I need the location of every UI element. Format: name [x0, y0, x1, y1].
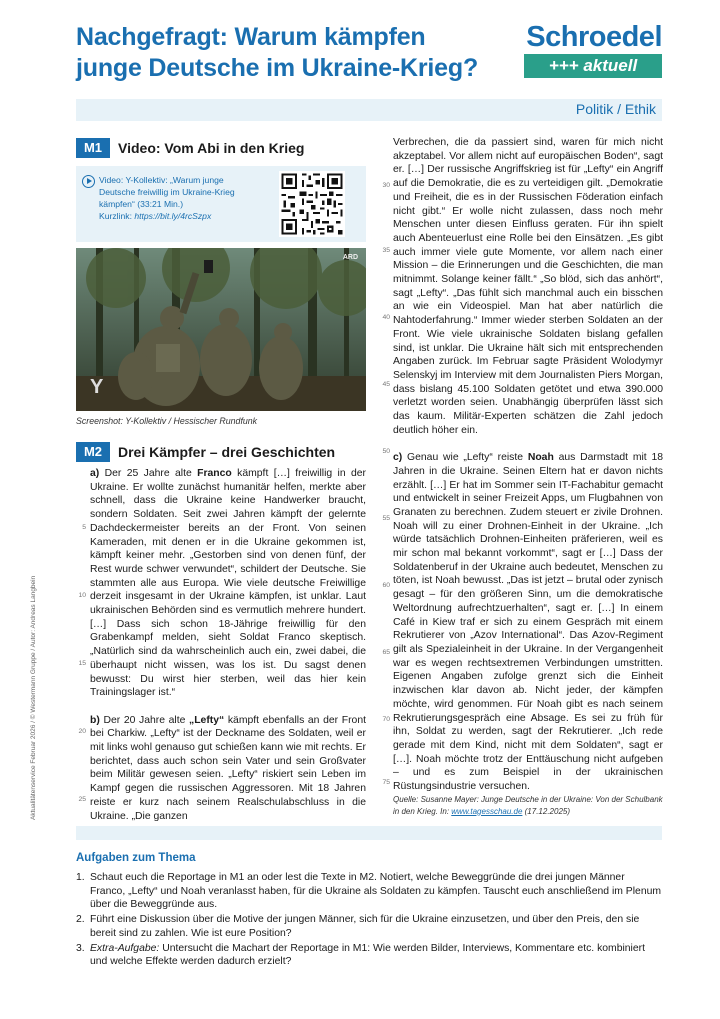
story-a-label: a) [90, 468, 100, 479]
line-number: 40 [382, 314, 390, 321]
task-body: Führt eine Diskussion über die Motive der jungen Männer, sich für die Ukraine einzusetzen, und über den Preis, den sie bereit sind zu zahlen. Wie ist eure Position? [90, 914, 640, 939]
line-number: 50 [382, 448, 390, 455]
right-column-text [393, 136, 663, 818]
title-line-1: Nachgefragt: Warum kämpfen [76, 23, 426, 51]
task-body: Schaut euch die Reportage in M1 an oder lest die Texte in M2. Notiert, welche Beweggründe die drei jungen Männer Franco, „Lefty“ und Noah veranlasst haben, für die Ukraine als Soldaten zu kämpfen. Tauscht euch anschließend im Plenum über die Beweggründe aus. [90, 872, 662, 911]
subject-bar [76, 99, 662, 121]
task-extra-label: Extra-Aufgabe: [90, 942, 160, 954]
line-number: 75 [382, 779, 390, 786]
task-item [76, 942, 662, 969]
shortlink[interactable]: https://bit.ly/4rcSzpx [134, 211, 212, 221]
line-number: 70 [382, 716, 390, 723]
video-line-2: Deutsche freiwillig im Ukraine-Krieg [99, 187, 235, 197]
line-number: 45 [382, 381, 390, 388]
name-franco: Franco [197, 468, 232, 479]
m2-title: Drei Kämpfer – drei Geschichten [118, 444, 336, 460]
story-franco [90, 467, 366, 700]
line-number: 10 [78, 592, 86, 599]
video-line-3: kämpfen“ (33:21 Min.) [99, 199, 184, 209]
brand-name: Schroedel [526, 21, 662, 53]
section-divider [76, 826, 662, 840]
story-b-label: b) [90, 714, 100, 726]
line-number: 5 [82, 524, 86, 531]
line-number: 35 [382, 247, 390, 254]
story-noah [393, 451, 663, 794]
task-item [76, 913, 662, 940]
shortlink-row [99, 210, 269, 222]
m1-heading [76, 138, 304, 158]
line-number: 15 [78, 660, 86, 667]
line-number: 20 [78, 728, 86, 735]
tasks-heading: Aufgaben zum Thema [76, 852, 196, 864]
story-c-intro: Genau wie „Lefty“ reiste [402, 452, 528, 464]
story-c-label: c) [393, 452, 403, 464]
left-column-text [90, 467, 366, 823]
task-number: 1. [76, 872, 85, 883]
story-b-intro: Der 20 Jahre alte [99, 714, 190, 726]
video-screenshot-image [76, 248, 366, 411]
page-title [76, 22, 506, 84]
task-number: 3. [76, 942, 85, 954]
qr-code-icon[interactable] [279, 171, 345, 237]
story-a-body: kämpft […] freiwillig in der Ukraine. Er wollte zunächst humanitär helfen, merkte aber schnell, dass die Ukraine keine Handwerker braucht, sondern Soldaten. Seit zwei Jahren kämpft der gelernte Dachdeckermeister bereits an der Front. Von seinen Kameraden, mit denen er in die Ukraine gekommen ist, kämpft keiner mehr. „Gestorben sind von denen fünf, der Rest wurde schwer verwundet“, schildert der Deutsche. Sie stammten alle aus Europa. Wie viele deutsche Freiwillige derzeit insgesamt in der Ukraine kämpfen, ist unklar. Laut ukrainischen Behörden sind es vermutlich mehrere hundert. […] Dass sich schon 18-Jährige freiwillig für den Grabenkampf melden, sieht Soldat Franco skeptisch. „Natürlich sind da wahrscheinlich auch ein, zwei dabei, die überhaupt nicht wissen, was los ist. Du sagst denen bewusst: Du wirst hier sterben, weil das hier kein Trainingslager ist.“ [90, 468, 367, 699]
task-list [76, 871, 662, 970]
video-info-box [76, 166, 366, 242]
story-a-intro: Der 25 Jahre alte [99, 468, 198, 479]
task-number: 2. [76, 914, 85, 926]
story-c-body: aus Darmstadt mit 18 Jahren in die Ukraine. Seinen Eltern hat er davon nichts erzählt. […] Er hat im Sommer sein IT-Fachabitur gemacht und entwickelt in seiner Freizeit Apps, um Flugbahnen von Granaten zu berechnen. Zudem steuert er zivile Drohnen. Noah will zu einer Drohnen-Einheit in der Ukraine. „Ich würde tatsächlich Drohnen-Einheiten präferieren, weil es mir schon mal bekannt vorkommt“, sagt er […] Dass der Soldatenberuf in der Ukraine auch bedeutet, Menschen zu töten, ist Noah bewusst. „Das ist jetzt – brutal oder zynisch gesagt – für den größeren Sinn, um die demokratische Weltordnung aufrechtzuerhalten“, sagt er. […] In einem Café in Kiew traf er sich zu einem Gespräch mit einem Rekrutierer von „Azov International“. Das Azov-Regiment gilt als Spezialeinheit in der Ukraine. In der Vergangenheit war es wegen rechtsextremen Verbindungen umstritten. Eigenen Angaben zufolge grenzt sich die Einheit inzwischen klar davon ab. Nicht jeder, der kämpfen möchte, wird genommen. Für Noah gibt es nach seinem Rekrutierungsgespräch eine Absage. Es sei zu früh für ihn, Soldat zu werden, sagt der Rekrutierer. „Ich rede gerade mit dem Kind, nicht mit dem Soldaten“, sagt er […]. Noah möchte trotz der Enttäuschung nicht aufgeben – und es zum Beispiel in der ukrainischen Rüstungsindustrie versuchen. [393, 452, 664, 793]
task-text [90, 913, 662, 940]
line-number: 55 [382, 515, 390, 522]
broadcaster-logo: ARD [342, 254, 358, 261]
m2-heading [76, 442, 335, 462]
photo-caption: Screenshot: Y-Kollektiv / Hessischer Rundfunk [76, 416, 258, 426]
source-citation [393, 794, 663, 818]
task-body: Untersucht die Machart der Reportage in M1: Wie werden Bilder, Interviews, Kommentare etc. kombiniert und welche Effekte werden dadurch erzielt? [90, 942, 645, 968]
task-item [76, 871, 662, 912]
line-number: 25 [78, 796, 86, 803]
source-date: (17.12.2025) [522, 806, 571, 816]
line-number: 30 [382, 182, 390, 189]
video-description [99, 174, 269, 222]
video-line-1: Video: Y-Kollektiv: „Warum junge [99, 175, 224, 185]
shortlink-label: Kurzlink: [99, 211, 135, 221]
source-text: Quelle: Susanne Mayer: Junge Deutsche in der Ukraine: Von der Schulbank in den Krieg. In: [393, 794, 663, 816]
story-b-body: kämpft ebenfalls an der Front bei Charkiw. „Lefty“ ist der Deckname des Soldaten, weil er mit links wohl genauso gut schießen kann wie mit rechts. Er berichtet, dass auch schon sein Vater und sein Großvater beim Militär gewesen seien. „Lefty“ riskiert sein Leben im Kampf gegen die russischen Aggressoren. Mit 18 Jahren reiste er kurz nach seinem Realschulabschluss in die Ukraine. „Die ganzen [90, 714, 366, 822]
story-lefty [90, 714, 366, 824]
play-icon[interactable] [82, 175, 95, 188]
publisher-logo [524, 22, 662, 78]
brand-tagline: +++ aktuell [524, 54, 662, 78]
forest-soldiers-illustration [76, 248, 366, 411]
story-lefty-continued: Verbrechen, die da passiert sind, waren für mich nicht akzeptabel. Vor allem nicht auf europäischen Boden“, sagt er. […] Der russische Angriffskrieg ist für „Lefty“ ein Angriff auf die Demokratie, die es zu verteidigen gilt. „Demokratie und Freiheit, die es in der Russischen Föderation einfach nicht gibt.“ Er wolle nicht zulassen, dass noch mehr Menschen unter diesen Einfluss geraten. Für ihn spielt auch Abenteuerlust eine Rolle bei den Einsätzen. „Es gibt auch immer viele gute Momente, vor allem nach einer Mission – die Erinnerungen und die Geschichten, die man mitnimmt. Solange keiner fällt.“ „So blöd, sich das anhört“, sagt „Lefty“. „Das fühlt sich manchmal auch ein bisschen an wie ein Videospiel. Man hat aber natürlich die Nahtoderfahrung.“ Immer wieder sterben Soldaten an der Front. Wie viele ukrainische Soldaten bislang gefallen sind, ist unklar. Die Ukraine hält sich mit entsprechenden Angaben zurück. Im Februar sagte Präsident Wolodymyr Selenskyj im Interview mit dem Journalisten Piers Morgan, dass bislang 45.100 Soldaten getötet und etwa 390.000 verletzt worden seien. Unabhängig überprüfen lässt sich das kaum. Militär-Experten schätzen die Zahl jedoch deutlich höher ein. [393, 137, 663, 436]
side-credit: Aktualitätenservice Februar 2026 / © Westermann Gruppe / Autor: Andreas Langbein [30, 575, 37, 820]
source-link[interactable]: www.tagesschau.de [451, 806, 523, 816]
y-kollektiv-logo: Y [90, 376, 104, 398]
m1-title: Video: Vom Abi in den Krieg [118, 140, 305, 156]
title-line-2: junge Deutsche im Ukraine-Krieg? [76, 54, 479, 82]
task-text [90, 942, 662, 969]
name-noah: Noah [527, 452, 554, 464]
line-number: 65 [382, 649, 390, 656]
subject-label: Politik / Ethik [575, 101, 656, 117]
m1-badge: M1 [76, 138, 110, 158]
name-lefty: „Lefty“ [189, 714, 225, 726]
line-number: 60 [382, 582, 390, 589]
task-text [90, 871, 662, 912]
m2-badge: M2 [76, 442, 110, 462]
